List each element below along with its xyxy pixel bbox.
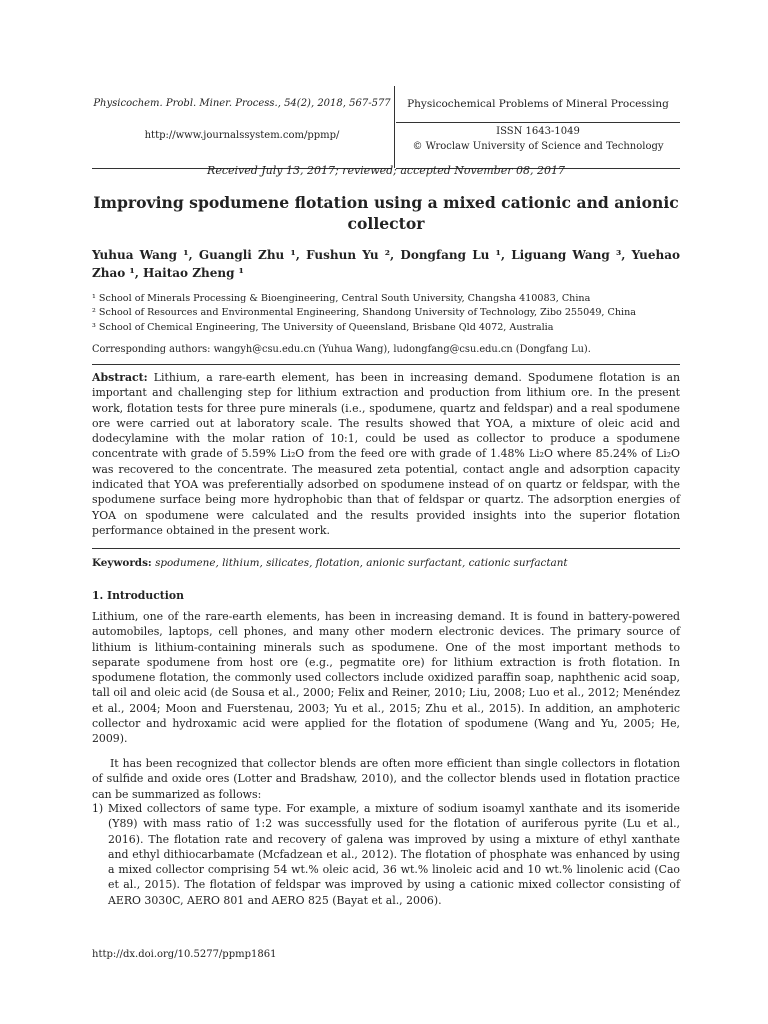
received-dates: Received July 13, 2017; reviewed; accepted November 08, 2017 <box>207 164 565 177</box>
issn: ISSN 1643-1049 <box>496 126 580 137</box>
list-item-number: 1) <box>92 802 104 815</box>
abstract <box>92 370 680 538</box>
copyright: © Wroclaw University of Science and Technology <box>412 141 664 152</box>
abstract-bottom-rule <box>92 548 680 549</box>
journal-url-link[interactable]: http://www.journalssystem.com/ppmp/ <box>144 130 340 141</box>
affiliation-3: ³ School of Chemical Engineering, The University of Queensland, Brisbane Qld 4072, Australia <box>92 322 554 333</box>
affiliation-1: ¹ School of Minerals Processing & Bioengineering, Central South University, Changsha 410083, China <box>92 293 591 304</box>
doi-link[interactable]: http://dx.doi.org/10.5277/ppmp1861 <box>92 949 277 960</box>
header-rule <box>396 122 680 123</box>
paper-title: Improving spodumene flotation using a mixed cationic and anionic collector <box>93 193 679 233</box>
intro-paragraph-2: It has been recognized that collector blends are often more efficient than single collectors in flotation of sulfide and oxide ores (Lotter and Bradshaw, 2010), and the collector blends used in flotation practice can be summarized as follows: <box>92 757 680 801</box>
section-heading-introduction: 1. Introduction <box>92 589 184 602</box>
affiliation-2: ² School of Resources and Environmental Engineering, Shandong University of Technology, Zibo 255049, China <box>92 307 637 318</box>
author-list: Yuhua Wang ¹, Guangli Zhu ¹, Fushun Yu ², Dongfang Lu ¹, Liguang Wang ³, Yuehao Zhao ¹, Haitao Zheng ¹ <box>92 248 680 280</box>
journal-name: Physicochemical Problems of Mineral Processing <box>407 98 669 110</box>
abstract-text: Lithium, a rare-earth element, has been in increasing demand. Spodumene flotation is an important and challenging step for lithium extraction and production from lithium ore. In the present work, flotation tests for three pure minerals (i.e., spodumene, quartz and feldspar) and a real spodumene ore were carried out at laboratory scale. The results showed that YOA, a mixture of oleic acid and dodecylamine with the molar ration of 10:1, could be used as collector to produce a spodumene concentrate with grade of 5.59% Li₂O from the feed ore with grade of 1.48% Li₂O where 85.24% of Li₂O was recovered to the concentrate. The measured zeta potential, contact angle and adsorption capacity indicated that YOA was preferentially adsorbed on spodumene instead of on quartz or feldspar, with the spodumene surface being more hydrophobic than that of feldspar or quartz. The adsorption energies of YOA on spodumene were calculated and the results provided insights into the superior flotation performance obtained in the present work. <box>92 371 680 537</box>
header-divider <box>394 86 395 168</box>
keywords-label: Keywords: <box>92 557 152 569</box>
list-item-text: Mixed collectors of same type. For example, a mixture of sodium isoamyl xanthate and its isomeride (Y89) with mass ratio of 1:2 was successfully used for the flotation of auriferous pyrite (Lu et al., 2016). The flotation rate and recovery of galena was improved by using a mixture of ethyl xanthate and ethyl dithiocarbamate (Mcfadzean et al., 2012). The flotation of phosphate was enhanced by using a mixed collector comprising 54 wt.% oleic acid, 36 wt.% linoleic acid and 10 wt.% linolenic acid (Cao et al., 2015). The flotation of feldspar was improved by using a cationic mixed collector consisting of AERO 3030C, AERO 801 and AERO 825 (Bayat et al., 2006). <box>108 802 680 907</box>
abstract-label: Abstract: <box>92 371 148 384</box>
keywords <box>92 557 680 569</box>
keywords-text: spodumene, lithium, silicates, flotation, anionic surfactant, cationic surfactant <box>155 557 568 569</box>
list-item <box>92 801 680 908</box>
intro-paragraph-1: Lithium, one of the rare-earth elements, has been in increasing demand. It is found in battery-powered automobiles, laptops, cell phones, and many other modern electronic devices. The primary source of lithium is lithium-containing minerals such as spodumene. One of the most important methods to separate spodumene from host ore (e.g., pegmatite ore) for lithium extraction is froth flotation. In spodumene flotation, the commonly used collectors include oxidized paraffin soap, naphthenic acid soap, tall oil and oleic acid (de Sousa et al., 2000; Felix and Reiner, 2010; Liu, 2008; Luo et al., 2012; Menéndez et al., 2004; Moon and Fuerstenau, 2003; Yu et al., 2015; Zhu et al., 2015). In addition, an amphoteric collector and hydroxamic acid were applied for the flotation of spodumene (Wang and Yu, 2005; He, 2009). <box>92 610 680 746</box>
journal-citation: Physicochem. Probl. Miner. Process., 54(2), 2018, 567-577 <box>93 98 391 109</box>
abstract-top-rule <box>92 364 680 365</box>
header-left-cell <box>92 86 392 169</box>
corresponding-authors: Corresponding authors: wangyh@csu.edu.cn (Yuhua Wang), ludongfang@csu.edu.cn (Dongfang Lu). <box>92 344 591 355</box>
header-right-cell <box>396 86 680 169</box>
